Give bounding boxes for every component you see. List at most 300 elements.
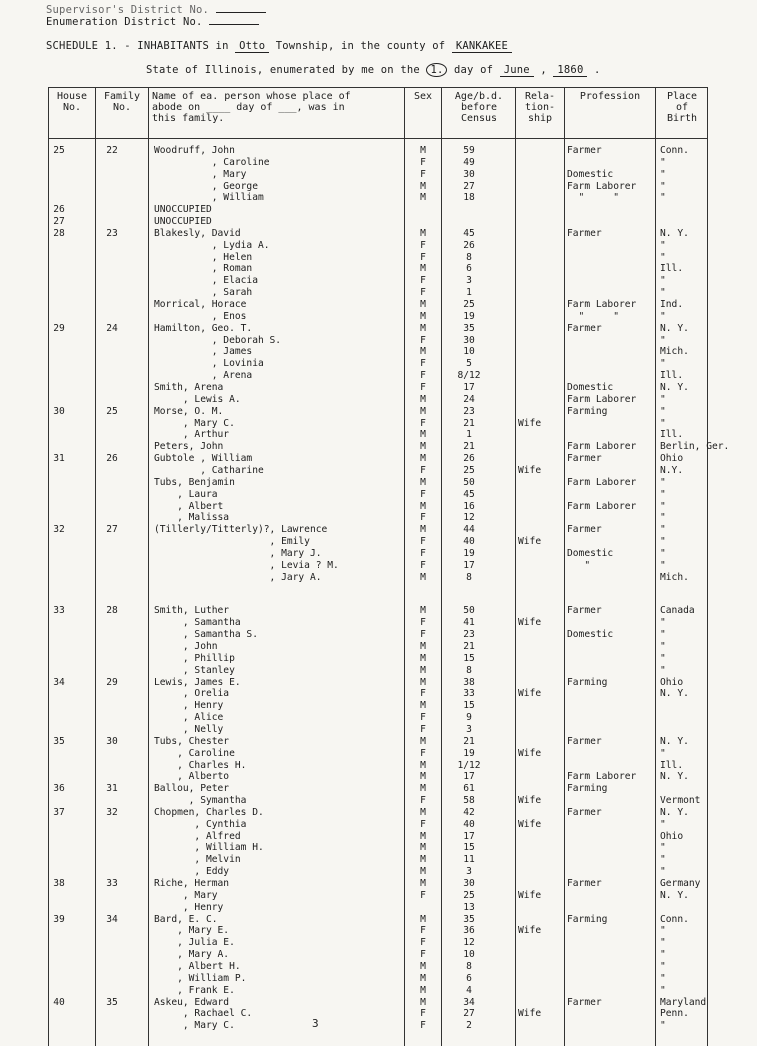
house-no: 26 (53, 204, 65, 215)
relationship-cell: Wife (518, 795, 542, 806)
relationship-cell: Wife (518, 465, 542, 476)
table-row (48, 807, 708, 819)
person-name: , Melvin (154, 854, 241, 865)
person-name: , Malissa (154, 512, 230, 523)
birthplace-cell: " (660, 275, 666, 286)
birthplace-cell: N. Y. (660, 688, 689, 699)
profession-cell: Farm Laborer (567, 181, 637, 192)
table-row (48, 536, 708, 548)
sex-cell: M (420, 665, 426, 676)
person-name: , Caroline (154, 748, 235, 759)
person-name: Tubs, Chester (154, 736, 230, 747)
sex-cell: F (420, 512, 426, 523)
profession-cell: Domestic (567, 629, 614, 640)
birthplace-cell: N. Y. (660, 807, 689, 818)
table-row (48, 169, 708, 181)
person-name: , James (154, 346, 253, 357)
sex-cell: M (420, 842, 426, 853)
birthplace-cell: " (660, 252, 666, 263)
birthplace-cell: " (660, 617, 666, 628)
birthplace-cell: " (660, 665, 666, 676)
table-row (48, 985, 708, 997)
sex-cell: F (420, 418, 426, 429)
age-cell: 26 (463, 453, 475, 464)
sex-cell: M (420, 878, 426, 889)
table-row (48, 204, 708, 216)
profession-cell: Farmer (567, 736, 602, 747)
relationship-cell: Wife (518, 1008, 542, 1019)
person-name: UNOCCUPIED (154, 216, 212, 227)
sex-cell: M (420, 453, 426, 464)
profession-cell: Farm Laborer (567, 501, 637, 512)
sex-cell: F (420, 1020, 426, 1031)
state-prefix: State of Illinois, enumerated by me on the (146, 64, 420, 76)
person-name: , Arthur (154, 429, 230, 440)
age-cell: 21 (463, 441, 475, 452)
age-cell: 26 (463, 240, 475, 251)
age-cell: 2 (466, 1020, 472, 1031)
person-name: , Caroline (154, 157, 270, 168)
age-cell: 35 (463, 914, 475, 925)
person-name: Riche, Herman (154, 878, 230, 889)
table-row (48, 902, 708, 914)
table-row (48, 157, 708, 169)
family-no: 35 (106, 997, 118, 1008)
age-cell: 23 (463, 629, 475, 640)
sex-cell: M (420, 524, 426, 535)
table-row (48, 854, 708, 866)
house-no: 27 (53, 216, 65, 227)
birthplace-cell: Ill. (660, 263, 684, 274)
table-row (48, 287, 708, 299)
relationship-cell: Wife (518, 925, 542, 936)
sex-cell: M (420, 406, 426, 417)
house-no: 30 (53, 406, 65, 417)
table-row (48, 299, 708, 311)
sex-cell: F (420, 382, 426, 393)
person-name: UNOCCUPIED (154, 204, 212, 215)
birthplace-cell: " (660, 925, 666, 936)
schedule-line (46, 40, 512, 52)
age-cell: 45 (463, 489, 475, 500)
sex-cell: F (420, 370, 426, 381)
person-name: , Charles H. (154, 760, 247, 771)
profession-cell: Domestic (567, 382, 614, 393)
birthplace-cell: " (660, 311, 666, 322)
house-no: 25 (53, 145, 65, 156)
sex-cell: F (420, 712, 426, 723)
birthplace-cell: Penn. (660, 1008, 689, 1019)
age-cell: 61 (463, 783, 475, 794)
table-row (48, 665, 708, 677)
person-name: , Orelia (154, 688, 230, 699)
age-cell: 30 (463, 878, 475, 889)
sex-cell: M (420, 700, 426, 711)
person-name: , Lovinia (154, 358, 264, 369)
sex-cell: M (420, 346, 426, 357)
person-name: Smith, Arena (154, 382, 224, 393)
sex-cell: M (420, 760, 426, 771)
sex-cell: M (420, 311, 426, 322)
person-name: , Phillip (154, 653, 235, 664)
family-no: 27 (106, 524, 118, 535)
table-row (48, 429, 708, 441)
relationship-cell: Wife (518, 890, 542, 901)
profession-cell: Farmer (567, 997, 602, 1008)
table-row (48, 1008, 708, 1020)
person-name: , Catharine (154, 465, 264, 476)
age-cell: 15 (463, 700, 475, 711)
table-row (48, 712, 708, 724)
table-row (48, 617, 708, 629)
profession-cell: Domestic (567, 548, 614, 559)
table-row (48, 605, 708, 617)
profession-cell: Farmer (567, 878, 602, 889)
age-cell: 30 (463, 335, 475, 346)
age-cell: 25 (463, 890, 475, 901)
house-no: 38 (53, 878, 65, 889)
header-bottom-rule (48, 138, 708, 139)
age-cell: 36 (463, 925, 475, 936)
age-cell: 19 (463, 311, 475, 322)
birthplace-cell: Conn. (660, 914, 689, 925)
age-cell: 38 (463, 677, 475, 688)
person-name: , Frank E. (154, 985, 235, 996)
sex-cell: F (420, 617, 426, 628)
sex-cell: M (420, 653, 426, 664)
birthplace-cell: Conn. (660, 145, 689, 156)
birthplace-cell: " (660, 748, 666, 759)
age-cell: 8 (466, 665, 472, 676)
birthplace-cell: " (660, 641, 666, 652)
sex-cell: M (420, 914, 426, 925)
person-name: Woodruff, John (154, 145, 235, 156)
family-no: 26 (106, 453, 118, 464)
profession-cell: Farming (567, 406, 608, 417)
birthplace-cell: N. Y. (660, 771, 689, 782)
profession-cell: Farmer (567, 145, 602, 156)
age-cell: 21 (463, 736, 475, 747)
day-of-label: day of (454, 64, 494, 76)
table-row (48, 724, 708, 736)
col-header-profession: Profession (579, 91, 641, 102)
table-row (48, 441, 730, 453)
col-header-age: Age/b.d. before Census (454, 91, 504, 124)
sex-cell: F (420, 890, 426, 901)
age-cell: 3 (466, 866, 472, 877)
house-no: 32 (53, 524, 65, 535)
person-name: , Alfred (154, 831, 241, 842)
sex-cell: M (420, 641, 426, 652)
sex-cell: M (420, 228, 426, 239)
table-row (48, 145, 708, 157)
profession-cell: " (567, 560, 591, 571)
age-cell: 10 (463, 949, 475, 960)
person-name: , Albert (154, 501, 224, 512)
table-row (48, 653, 708, 665)
birthplace-cell: " (660, 1020, 666, 1031)
person-name: Gubtole , William (154, 453, 253, 464)
sex-cell: M (420, 985, 426, 996)
birthplace-cell: " (660, 287, 666, 298)
birthplace-cell: " (660, 335, 666, 346)
house-no: 33 (53, 605, 65, 616)
col-header-birthplace: Place of Birth (666, 91, 698, 124)
age-cell: 10 (463, 346, 475, 357)
profession-cell: Farmer (567, 605, 602, 616)
relationship-cell: Wife (518, 688, 542, 699)
person-name: Morse, O. M. (154, 406, 224, 417)
profession-cell: Farm Laborer (567, 477, 637, 488)
table-row (48, 878, 708, 890)
person-name: , Mary C. (154, 1020, 235, 1031)
birthplace-cell: " (660, 192, 666, 203)
sex-cell: M (420, 572, 426, 583)
table-row (48, 323, 708, 335)
house-no: 34 (53, 677, 65, 688)
person-name: , William P. (154, 973, 247, 984)
age-cell: 24 (463, 394, 475, 405)
relationship-cell: Wife (518, 536, 542, 547)
sex-cell: F (420, 240, 426, 251)
age-cell: 11 (463, 854, 475, 865)
birthplace-cell: " (660, 169, 666, 180)
profession-cell: Domestic (567, 169, 614, 180)
person-name: , Nelly (154, 724, 224, 735)
sex-cell: F (420, 937, 426, 948)
person-name: , Mary (154, 890, 218, 901)
table-row (48, 748, 708, 760)
sex-cell: M (420, 192, 426, 203)
birthplace-cell: " (660, 937, 666, 948)
table-row (48, 548, 708, 560)
person-name: , William (154, 192, 264, 203)
birthplace-cell: " (660, 358, 666, 369)
house-no: 37 (53, 807, 65, 818)
birthplace-cell: " (660, 560, 666, 571)
person-name: , Julia E. (154, 937, 235, 948)
person-name: , Sarah (154, 287, 253, 298)
census-table (48, 87, 730, 1046)
person-name: , Lewis A. (154, 394, 241, 405)
person-name: , Jary A. (154, 572, 322, 583)
house-no: 29 (53, 323, 65, 334)
age-cell: 44 (463, 524, 475, 535)
age-cell: 17 (463, 382, 475, 393)
table-row (48, 228, 708, 240)
sex-cell: M (420, 783, 426, 794)
age-cell: 19 (463, 548, 475, 559)
birthplace-cell: Mich. (660, 346, 689, 357)
relationship-cell: Wife (518, 418, 542, 429)
person-name: , Mary C. (154, 418, 235, 429)
supervisor-blank (216, 2, 266, 13)
birthplace-cell: Vermont (660, 795, 701, 806)
age-cell: 16 (463, 501, 475, 512)
age-cell: 27 (463, 181, 475, 192)
sex-cell: M (420, 299, 426, 310)
schedule-prefix: SCHEDULE 1. - INHABITANTS in (46, 40, 229, 52)
birthplace-cell: Maryland (660, 997, 707, 1008)
person-name: , John (154, 641, 218, 652)
sex-cell: M (420, 831, 426, 842)
sex-cell: F (420, 795, 426, 806)
birthplace-cell: " (660, 842, 666, 853)
sex-cell: F (420, 157, 426, 168)
relationship-cell: Wife (518, 617, 542, 628)
person-name: , Deborah S. (154, 335, 282, 346)
table-row (48, 688, 708, 700)
person-name: , Alice (154, 712, 224, 723)
sex-cell: F (420, 536, 426, 547)
page-number: 3 (312, 1017, 319, 1030)
birthplace-cell: " (660, 548, 666, 559)
age-cell: 5 (466, 358, 472, 369)
person-name: , Mary (154, 169, 247, 180)
sex-cell: M (420, 997, 426, 1008)
birthplace-cell: " (660, 973, 666, 984)
age-cell: 13 (463, 902, 475, 913)
table-row (48, 736, 708, 748)
age-cell: 50 (463, 605, 475, 616)
age-cell: 8 (466, 572, 472, 583)
person-name: , Samantha S. (154, 629, 258, 640)
person-name: Smith, Luther (154, 605, 230, 616)
person-name: Lewis, James E. (154, 677, 241, 688)
birthplace-cell: Ill. (660, 370, 684, 381)
person-name: , Mary J. (154, 548, 322, 559)
age-cell: 12 (463, 512, 475, 523)
profession-cell: Farming (567, 914, 608, 925)
birthplace-cell: N.Y. (660, 465, 684, 476)
person-name: , Henry (154, 902, 224, 913)
profession-cell: Farmer (567, 807, 602, 818)
profession-cell: Farm Laborer (567, 394, 637, 405)
family-no: 28 (106, 605, 118, 616)
age-cell: 1 (466, 287, 472, 298)
table-row (48, 477, 708, 489)
table-row (48, 795, 708, 807)
person-name: , George (154, 181, 258, 192)
person-name: , Elacia (154, 275, 258, 286)
table-row (48, 949, 708, 961)
birthplace-cell: " (660, 524, 666, 535)
person-name: Askeu, Edward (154, 997, 230, 1008)
profession-cell: Farmer (567, 524, 602, 535)
sex-cell: M (420, 807, 426, 818)
age-cell: 19 (463, 748, 475, 759)
birthplace-cell: " (660, 406, 666, 417)
sex-cell: F (420, 489, 426, 500)
house-no: 36 (53, 783, 65, 794)
person-name: , Levia ? M. (154, 560, 339, 571)
person-name: Blakesly, David (154, 228, 241, 239)
age-cell: 21 (463, 641, 475, 652)
table-row (48, 263, 708, 275)
table-row (48, 890, 708, 902)
table-row (48, 216, 708, 228)
family-no: 32 (106, 807, 118, 818)
table-row (48, 629, 708, 641)
person-name: Tubs, Benjamin (154, 477, 235, 488)
person-name: Ballou, Peter (154, 783, 230, 794)
township-value: Otto (235, 40, 269, 53)
age-cell: 4 (466, 985, 472, 996)
age-cell: 8 (466, 252, 472, 263)
birthplace-cell: N. Y. (660, 323, 689, 334)
age-cell: 49 (463, 157, 475, 168)
birthplace-cell: " (660, 512, 666, 523)
sex-cell: F (420, 287, 426, 298)
birthplace-cell: " (660, 866, 666, 877)
birthplace-cell: Ill. (660, 760, 684, 771)
table-row (48, 382, 708, 394)
age-cell: 40 (463, 536, 475, 547)
county-value: KANKAKEE (452, 40, 512, 53)
table-row (48, 560, 708, 572)
sex-cell: F (420, 465, 426, 476)
sex-cell: M (420, 145, 426, 156)
age-cell: 35 (463, 323, 475, 334)
col-header-name: Name of ea. person whose place of abode on ____ day of ___, was in this family. (152, 91, 351, 124)
age-cell: 12 (463, 937, 475, 948)
birthplace-cell: " (660, 181, 666, 192)
age-cell: 6 (466, 263, 472, 274)
table-row (48, 925, 708, 937)
age-cell: 8 (466, 961, 472, 972)
relationship-cell: Wife (518, 748, 542, 759)
age-cell: 42 (463, 807, 475, 818)
day-value: 1. (426, 63, 447, 77)
person-name: , Lydia A. (154, 240, 270, 251)
birthplace-cell: Germany (660, 878, 701, 889)
person-name: , Mary A. (154, 949, 230, 960)
table-row (48, 370, 708, 382)
age-cell: 25 (463, 465, 475, 476)
age-cell: 59 (463, 145, 475, 156)
family-no: 29 (106, 677, 118, 688)
birthplace-cell: Berlin, Ger. (660, 441, 730, 452)
table-row (48, 524, 708, 536)
person-name: , Rachael C. (154, 1008, 253, 1019)
sex-cell: F (420, 560, 426, 571)
family-no: 31 (106, 783, 118, 794)
table-row (48, 819, 708, 831)
sex-cell: M (420, 771, 426, 782)
person-name: , Henry (154, 700, 224, 711)
profession-cell: Farmer (567, 228, 602, 239)
age-cell: 17 (463, 560, 475, 571)
house-no: 35 (53, 736, 65, 747)
birthplace-cell: " (660, 961, 666, 972)
person-name: , Alberto (154, 771, 230, 782)
person-name: , Stanley (154, 665, 235, 676)
sex-cell: M (420, 323, 426, 334)
age-cell: 6 (466, 973, 472, 984)
table-row (48, 783, 708, 795)
person-name: , Samantha (154, 617, 241, 628)
person-name: , Emily (154, 536, 310, 547)
person-name: Hamilton, Geo. T. (154, 323, 253, 334)
person-name: Peters, John (154, 441, 224, 452)
person-name: , Mary E. (154, 925, 230, 936)
table-row (48, 453, 708, 465)
age-cell: 8/12 (457, 370, 481, 381)
age-cell: 9 (466, 712, 472, 723)
township-suffix: Township, in the county of (275, 40, 446, 52)
birthplace-cell: Ohio (660, 453, 684, 464)
person-name: Chopmen, Charles D. (154, 807, 264, 818)
